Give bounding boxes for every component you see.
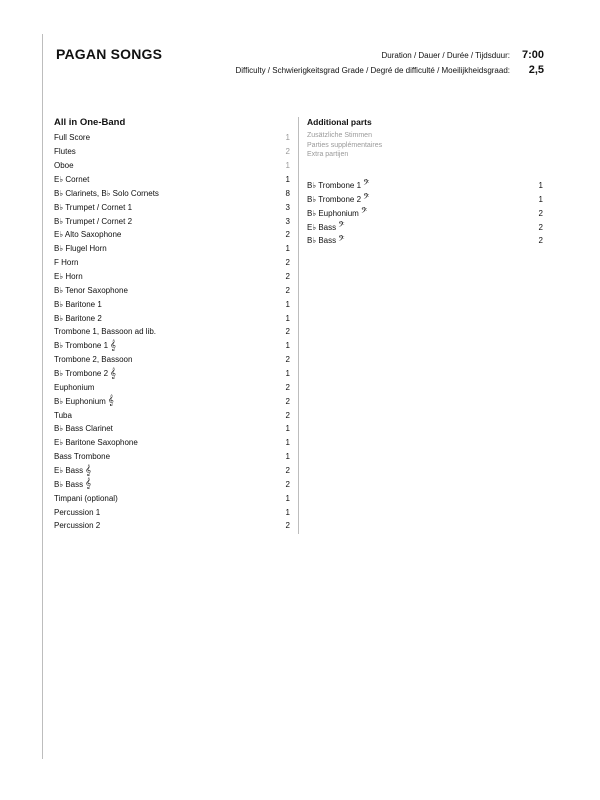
part-row: [54, 200, 290, 214]
part-row: [54, 394, 290, 408]
part-name-text: B♭ Trumpet / Cornet 1: [54, 202, 133, 212]
part-name: [307, 181, 369, 190]
part-row: [54, 242, 290, 256]
part-name: [54, 230, 121, 239]
part-quantity: 3: [285, 202, 290, 212]
treble-clef-icon: 𝄞: [107, 395, 114, 407]
part-name: [307, 236, 345, 245]
part-name-text: Trombone 1, Bassoon ad lib.: [54, 327, 156, 337]
part-name: [54, 355, 132, 364]
part-name-text: Trombone 2, Bassoon: [54, 355, 133, 365]
part-name-text: B♭ Clarinets, B♭ Solo Cornets: [54, 188, 159, 198]
part-quantity: 2: [285, 327, 290, 337]
part-quantity: 1: [285, 369, 290, 379]
part-name: [54, 161, 74, 170]
piece-metadata: [236, 48, 545, 78]
part-name: [54, 369, 116, 378]
bass-clef-icon: 𝄢: [338, 221, 345, 232]
part-name: [54, 244, 107, 253]
part-quantity: 2: [285, 382, 290, 392]
part-row: [54, 505, 290, 519]
column-divider: [298, 117, 299, 534]
part-quantity: 2: [285, 272, 290, 282]
part-name: [307, 209, 367, 218]
page-left-rule: [42, 34, 43, 759]
bass-clef-icon: 𝄢: [360, 207, 368, 219]
part-row: [54, 339, 290, 353]
part-name-text: Percussion 2: [54, 521, 101, 531]
part-quantity: 2: [285, 466, 290, 476]
bass-clef-icon: 𝄢: [338, 234, 345, 246]
part-name: [307, 223, 345, 232]
part-name-text: E♭ Alto Saxophone: [54, 230, 122, 240]
part-name-text: Flutes: [54, 147, 76, 157]
part-name-text: Percussion 1: [54, 507, 101, 517]
part-name: [54, 494, 118, 503]
part-name: [54, 466, 91, 475]
part-name: [54, 203, 132, 212]
part-name-text: B♭ Trombone 1: [307, 180, 362, 190]
part-row: [54, 228, 290, 242]
additional-parts-section: [307, 117, 543, 248]
part-name: [54, 217, 132, 226]
part-name-text: E♭ Bass: [307, 222, 337, 232]
part-name-text: Euphonium: [54, 382, 95, 392]
part-name: [54, 286, 128, 295]
part-name: [54, 424, 113, 433]
additional-parts-list: [307, 179, 543, 248]
part-row: [54, 422, 290, 436]
part-name: [54, 452, 110, 461]
part-name-text: B♭ Euphonium: [307, 208, 359, 218]
part-name: [54, 438, 138, 447]
part-row: [54, 450, 290, 464]
part-row: [54, 408, 290, 422]
part-quantity: 1: [285, 244, 290, 254]
part-name-text: Timpani (optional): [54, 493, 118, 503]
part-name: [54, 258, 78, 267]
part-name-text: B♭ Bass: [54, 479, 84, 489]
part-name: [54, 341, 116, 350]
part-name: [54, 521, 100, 530]
part-name: [54, 508, 100, 517]
part-name: [54, 189, 159, 198]
part-row: [54, 519, 290, 533]
part-row: [54, 214, 290, 228]
part-row: [307, 192, 543, 206]
part-row: [307, 220, 543, 234]
part-quantity: 1: [285, 175, 290, 184]
part-row: [307, 234, 543, 248]
part-row: [307, 179, 543, 193]
part-name-text: Full Score: [54, 133, 91, 143]
part-quantity: 2: [538, 222, 543, 232]
part-name: [54, 314, 102, 323]
part-quantity: 2: [538, 236, 543, 246]
part-quantity: 8: [285, 188, 290, 198]
part-quantity: 1: [285, 438, 290, 448]
part-name-text: E♭ Bass: [54, 466, 84, 476]
treble-clef-icon: 𝄞: [110, 367, 116, 379]
part-quantity: 1: [285, 299, 290, 309]
bass-clef-icon: 𝄢: [363, 179, 370, 191]
part-row: [54, 131, 290, 145]
part-quantity: 3: [285, 216, 290, 226]
part-row: [54, 145, 290, 159]
part-quantity: 2: [285, 410, 290, 420]
part-quantity: 1: [285, 341, 290, 351]
part-quantity: 1: [285, 313, 290, 323]
part-row: [54, 353, 290, 367]
part-row: [54, 491, 290, 505]
bass-clef-icon: 𝄢: [363, 193, 370, 205]
part-name-text: B♭ Baritone 1: [54, 299, 102, 309]
part-row: [54, 367, 290, 381]
part-quantity: 1: [538, 194, 543, 204]
part-row: [54, 311, 290, 325]
treble-clef-icon: 𝄞: [85, 478, 92, 490]
part-row: [54, 464, 290, 478]
part-name-text: B♭ Trombone 2: [307, 194, 362, 204]
additional-parts-subtitles: [307, 131, 543, 160]
additional-parts-subtitle: Zusätzliche Stimmen: [307, 132, 372, 139]
part-quantity: 1: [285, 133, 290, 143]
part-name: [54, 397, 114, 406]
part-quantity: 2: [285, 521, 290, 531]
part-name-text: B♭ Trumpet / Cornet 2: [54, 216, 133, 226]
part-quantity: 2: [285, 396, 290, 406]
part-row: [54, 297, 290, 311]
part-quantity: 2: [285, 258, 290, 268]
treble-clef-icon: 𝄞: [85, 464, 92, 476]
part-row: [307, 206, 543, 220]
difficulty-value: 2,5: [528, 64, 544, 76]
part-quantity: 2: [285, 285, 290, 295]
part-name-text: B♭ Tenor Saxophone: [54, 285, 128, 295]
treble-clef-icon: 𝄞: [110, 339, 116, 351]
part-quantity: 2: [285, 479, 290, 489]
part-row: [54, 436, 290, 450]
part-name: [54, 300, 102, 309]
additional-parts-subtitle: Extra partijen: [307, 151, 349, 158]
part-quantity: 2: [285, 230, 290, 240]
part-name: [54, 480, 91, 489]
additional-parts-subtitle: Parties supplémentaires: [307, 141, 383, 149]
part-name-text: B♭ Trombone 1: [54, 341, 109, 351]
part-name: [54, 133, 90, 142]
part-row: [54, 325, 290, 339]
part-quantity: 2: [538, 208, 543, 218]
part-name: [54, 411, 72, 420]
difficulty-label: Difficulty / Schwierigkeitsgrad Grade / Degré de difficulté / Moeilijkheidsgraad:: [235, 66, 510, 75]
main-parts-list: [54, 131, 290, 533]
part-quantity: 1: [285, 161, 290, 171]
part-name-text: E♭ Horn: [54, 272, 83, 282]
part-name-text: Tuba: [54, 410, 72, 420]
duration-value: 7:00: [521, 49, 544, 61]
part-name-text: B♭ Bass: [307, 236, 337, 246]
part-quantity: 1: [538, 180, 543, 190]
part-quantity: 1: [285, 452, 290, 462]
part-quantity: 1: [285, 507, 290, 517]
main-parts-heading: All in One-Band: [54, 117, 126, 128]
part-name-text: Oboe: [54, 161, 74, 171]
part-name-text: B♭ Bass Clarinet: [54, 424, 113, 434]
part-name: [54, 175, 89, 184]
part-name-text: B♭ Flugel Horn: [54, 244, 107, 254]
part-name-text: E♭ Baritone Saxophone: [54, 438, 138, 448]
part-row: [54, 256, 290, 270]
part-name-text: E♭ Cornet: [54, 175, 90, 184]
part-row: [54, 186, 290, 200]
additional-parts-heading: Additional parts: [307, 117, 372, 127]
part-row: [54, 159, 290, 173]
part-row: [54, 380, 290, 394]
part-name: [54, 272, 83, 281]
page-title: PAGAN SONGS: [56, 46, 163, 62]
duration-row: [236, 48, 545, 63]
duration-label: Duration / Dauer / Durée / Tijdsduur:: [381, 51, 510, 60]
part-quantity: 2: [285, 355, 290, 365]
part-row: [54, 283, 290, 297]
part-row: [54, 173, 290, 187]
part-row: [54, 270, 290, 284]
difficulty-row: [236, 63, 545, 78]
part-name: [54, 327, 156, 336]
part-name: [307, 195, 369, 204]
part-name: [54, 147, 76, 156]
part-name-text: Bass Trombone: [54, 452, 111, 462]
part-name: [54, 383, 94, 392]
part-row: [54, 477, 290, 491]
part-name-text: B♭ Euphonium: [54, 396, 106, 406]
part-quantity: 2: [285, 147, 290, 157]
part-name-text: F Horn: [54, 258, 79, 268]
part-quantity: 1: [285, 493, 290, 503]
part-quantity: 1: [285, 424, 290, 434]
part-name-text: B♭ Baritone 2: [54, 313, 102, 323]
part-name-text: B♭ Trombone 2: [54, 369, 109, 379]
